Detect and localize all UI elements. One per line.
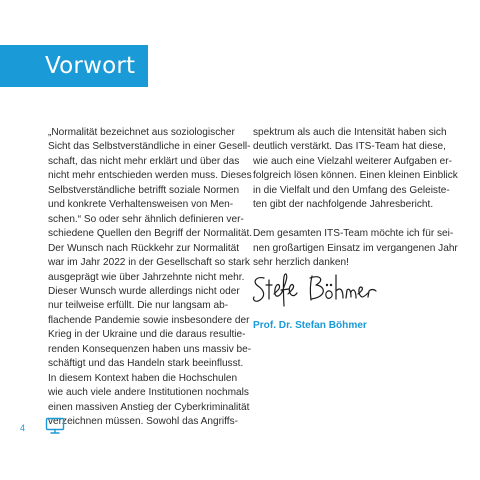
text-column-right <box>253 126 458 271</box>
text-line: einen massiven Anstieg der Cyberkriminalität <box>48 401 250 413</box>
text-line: schäftigt und das Handeln stark beeinflusst. <box>48 358 244 370</box>
text-line: Selbstverständliche betrifft soziale Normen <box>48 184 240 196</box>
signatory-name: Prof. Dr. Stefan Böhmer <box>253 320 367 331</box>
text-line: verzeichnen müssen. Sowohl das Angriffs- <box>48 416 239 428</box>
text-line: nur teilweise erfüllt. Die nur langsam ab- <box>48 300 229 312</box>
text-line: folgreich lösen können. Einen kleinen Einblick <box>253 170 458 182</box>
text-line: schiedene Quellen den Begriff der Normalität. <box>48 228 253 240</box>
text-line: wie auch viele andere Institutionen nochmals <box>48 387 249 399</box>
text-line: nen großartigen Einsatz im vergangenen Jahr <box>253 242 458 254</box>
text-line: renden Konsequenzen haben uns massiv be- <box>48 343 252 355</box>
text-line: sehr herzlich danken! <box>253 257 349 269</box>
handwritten-signature <box>250 270 390 314</box>
text-line: Sicht das Selbstverständliche in einer Gesell- <box>48 141 251 153</box>
text-line: Krieg in der Ukraine und die daraus resultie- <box>48 329 246 341</box>
text-line: deutlich verstärkt. Das ITS-Team hat diese, <box>253 141 446 153</box>
paragraph <box>253 227 458 270</box>
text-line: Der Wunsch nach Rückkehr zur Normalität <box>48 242 240 254</box>
text-line: in die Vielfalt und den Umfang des Geleiste- <box>253 184 450 196</box>
page-number: 4 <box>20 423 26 433</box>
text-line: Dieser Wunsch wurde allerdings nicht oder <box>48 285 240 297</box>
text-line: und konkrete Verhaltensweisen von Men- <box>48 199 234 211</box>
text-line: schaft, das nicht mehr erklärt und über das <box>48 155 240 167</box>
text-line: nicht mehr entschieden werden muss. Dieses <box>48 170 252 182</box>
text-line: schen.“ So oder sehr ähnlich definieren ver- <box>48 213 244 225</box>
text-line: In diesem Kontext haben die Hochschulen <box>48 372 238 384</box>
monitor-icon <box>45 417 65 435</box>
text-line: wie auch eine Vielzahl weiterer Aufgaben er- <box>253 155 453 167</box>
text-line: war im Jahr 2022 in der Gesellschaft so stark <box>48 257 250 269</box>
text-line: ten gibt der nachfolgende Jahresbericht. <box>253 199 434 211</box>
text-line: flachende Pandemie sowie insbesondere der <box>48 314 250 326</box>
text-line: „Normalität bezeichnet aus soziologischer <box>48 127 235 138</box>
text-line: spektrum als auch die Intensität haben sich <box>253 127 447 138</box>
paragraph-gap <box>253 213 448 228</box>
text-column-left <box>48 126 253 430</box>
page-title: Vorwort <box>45 53 136 79</box>
paragraph <box>253 126 458 213</box>
text-line: ausgeprägt wie über Jahrzehnte nicht mehr. <box>48 271 245 283</box>
text-line: Dem gesamten ITS-Team möchte ich für sei- <box>253 228 454 240</box>
title-banner <box>0 45 148 87</box>
